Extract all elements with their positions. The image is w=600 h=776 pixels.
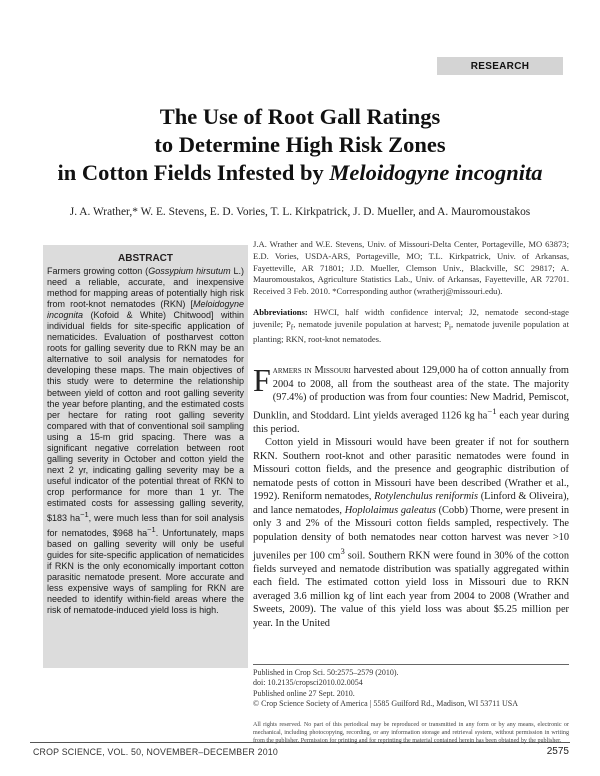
article-body <box>253 364 569 630</box>
paragraph-1: Farmers in Missouri harvested about 129,000 ha of cotton annually from 2004 to 2008, all from the southeast area of the state. The majority (97.4%) of production was from four counties: New Madrid, Pemiscot, Dunklin, and Stoddard. Lint yields averaged 1126 kg $ha^{-1}$ each year during this period. <box>253 362 569 435</box>
doi-line: doi: 10.2135/cropsci2010.02.0054 <box>253 678 363 688</box>
abstract-text: Farmers growing cotton (Gossypium hirsutum L.) need a reliable, accurate, and inexpensive method for mapping areas of potentially high risk from root-knot nematodes (RKN) [Meloidogyne incognita (Kofoid & White) Chitwood] within individual fields for site-specific application of nematicides. Evaluation of postharvest cotton roots for galling severity due to RKN may be an alternative to soil analysis for nematodes for developing these maps. The main objectives of this study were to determine the relationship between yield of cotton and root galling severity the year before planting, and the estimated costs per hectare for rating root galling severity compared with that of conventional soil sampling using a 15-m grid spacing. There was a significant negative correlation between root galling severity in October and cotton yield the next 2 yr, indicating galling severity may be a useful indicator of the potential threat of RKN to crop performance for more than 1 yr. The estimated costs for assessing galling severity, $183 $ha^{-1}$, were much less than for soil analysis for nematodes, $968 $ha^{-1}$. Unfortunately, maps based on galling severity will only be useful guides for site-specific application of nematicides if RKN is the only economically important cotton parasitic nematode present. More accurate and less expensive ways of sampling for RKN are needed to identify within-field areas where the risk of nematode-induced yield loss is high. <box>47 266 244 616</box>
section-tag: RESEARCH <box>437 57 563 75</box>
journal-footer: CROP SCIENCE, VOL. 50, NOVEMBER–DECEMBER 2010 <box>33 747 278 757</box>
title-line-3-prefix: in Cotton Fields Infested by <box>57 160 330 185</box>
title-species: Meloidogyne incognita <box>329 160 543 185</box>
abbreviations-label: Abbreviations: <box>253 307 308 317</box>
lead-in: armers in Missouri <box>272 365 351 376</box>
abstract-heading: ABSTRACT <box>118 253 173 264</box>
title-line-3 <box>40 159 560 187</box>
rights-notice: All rights reserved. No part of this periodical may be reproduced or transmitted in any form or by any means, electronic or mechanical, including photocopying, recording, or any information storage and retrieval system, without permission in writing from the publisher. Permission for printing and for reprinting the material contained herein has been obtained by the publisher. <box>253 722 569 744</box>
publication-divider <box>253 664 569 665</box>
drop-cap: F <box>253 362 271 398</box>
article-title <box>40 103 560 187</box>
author-affiliations: J.A. Wrather and W.E. Stevens, Univ. of Missouri-Delta Center, Portageville, MO 63873; E.D. Vories, USDA-ARS, Portageville, MO; T.L. Kirkpatrick, Univ. of Arkansas, Fayetteville, AR 71801; J.D. Mueller, Clemson Univ., Blackville, SC 29817; A. Mauromoustakos, Agriculture Statistics Lab., Univ. of Arkansas, Fayetteville, AR 72701. Received 3 Feb. 2010. *Corresponding author (wratherj@missouri.edu). <box>253 239 569 297</box>
abbreviations: Abbreviations: HWCI, half width confidence interval; J2, nematode second-stage juvenile; $P_f$, nematode juvenile population at harvest; $P_i$, nematode juvenile population at planting; RKN, root-knot nematodes. <box>253 307 569 345</box>
author-list: J. A. Wrather,* W. E. Stevens, E. D. Vories, T. L. Kirkpatrick, J. D. Mueller, and A. Mauromoustakos <box>69 206 531 218</box>
citation-line: Published in Crop Sci. 50:2575–2579 (2010). <box>253 668 399 677</box>
publication-info <box>253 668 569 710</box>
title-line-2: to Determine High Risk Zones <box>154 132 446 157</box>
page-number: 2575 <box>546 746 569 757</box>
published-online-line: Published online 27 Sept. 2010. <box>253 688 355 698</box>
title-line-1: The Use of Root Gall Ratings <box>159 104 441 129</box>
copyright-line: © Crop Science Society of America | 5585 Guilford Rd., Madison, WI 53711 USA <box>253 699 518 709</box>
footer-divider <box>30 742 570 743</box>
paragraph-2: Cotton yield in Missouri would have been greater if not for southern RKN. Southern root-knot and other parasitic nematodes were found in Missouri cotton fields, and the presence and geographic distribution of nematode pests of cotton in Missouri have been described (Wrather et al., 1992). Reniform nematodes, Rotylenchulus reniformis (Linford & Oliveira), and lance nematodes, Hoplolaimus galeatus (Cobb) Thorne, were present in only 3 and 2% of the Missouri cotton fields sampled, respectively. The population density of both nematodes near cotton harvest was never >10 juveniles per 100 $cm^3$ soil. Southern RKN were found in 30% of the cotton fields surveyed and nematode distribution was spatially aggregated within each field. The estimated cotton yield loss in Missouri due to RKN averaged 3.6 million kg of lint each year from 2004 to 2008 (Wrather and Sweets, 2009). The value of this yield loss was about $5.25 million per year. In the United <box>253 437 570 629</box>
